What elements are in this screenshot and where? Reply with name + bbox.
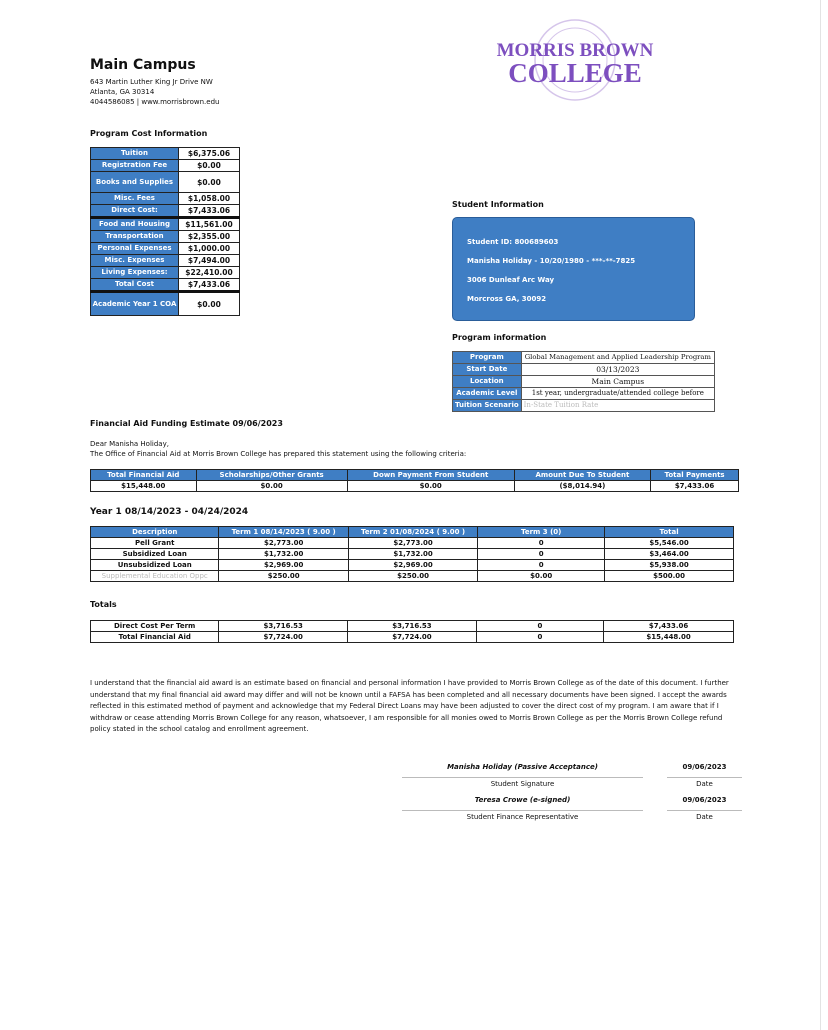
rep-date-caption: Date: [696, 813, 713, 821]
intro-text: The Office of Financial Aid at Morris Brown College has prepared this statement using the following criteria:: [90, 450, 467, 458]
table-cell: Total Cost: [91, 279, 179, 292]
table-cell: $0.00: [347, 481, 514, 492]
table-cell: 1st year, undergraduate/attended college before: [521, 388, 714, 400]
student-signature-caption: Student Signature: [490, 780, 555, 788]
cost-row: [91, 231, 240, 243]
table-cell: $3,716.53: [348, 621, 477, 632]
totals-title: Totals: [90, 600, 117, 609]
table-cell: $0.00: [179, 160, 240, 172]
table-cell: Academic Year 1 COA: [91, 292, 179, 316]
address-line-1: 643 Martin Luther King Jr Drive NW: [90, 78, 213, 86]
table-cell: $3,716.53: [219, 621, 348, 632]
table-cell: $6,375.06: [179, 148, 240, 160]
table-cell: Pell Grant: [91, 538, 219, 549]
signature-line: [402, 777, 643, 778]
rep-signature-name: Teresa Crowe (e-signed): [474, 796, 571, 804]
table-cell: Tuition: [91, 148, 179, 160]
table-cell: Direct Cost:: [91, 205, 179, 218]
table-cell: $1,732.00: [219, 549, 348, 560]
table-cell: Unsubsidized Loan: [91, 560, 219, 571]
table-cell: $7,494.00: [179, 255, 240, 267]
estimate-title: Financial Aid Funding Estimate 09/06/2023: [90, 419, 283, 428]
table-cell: $1,058.00: [179, 193, 240, 205]
table-cell: Personal Expenses: [91, 243, 179, 255]
table-cell: $3,464.00: [605, 549, 734, 560]
table-row: [91, 632, 734, 643]
table-cell: 03/13/2023: [521, 364, 714, 376]
table-cell: $7,433.06: [651, 481, 739, 492]
table-cell: $0.00: [196, 481, 347, 492]
table-cell: Total: [605, 527, 734, 538]
table-row: [91, 549, 734, 560]
cost-row: [91, 218, 240, 231]
table-cell: Total Financial Aid: [91, 632, 219, 643]
student-date-caption: Date: [696, 780, 713, 788]
college-logo: [492, 18, 658, 102]
cost-row: [91, 205, 240, 218]
student-street: 3006 Dunleaf Arc Way: [467, 276, 555, 284]
table-cell: Academic Level: [453, 388, 522, 400]
table-cell: Term 1 08/14/2023 ( 9.00 ): [219, 527, 348, 538]
table-row: [91, 560, 734, 571]
totals-table: [90, 620, 734, 643]
program-row: [453, 388, 715, 400]
cost-row: [91, 292, 240, 316]
table-cell: Start Date: [453, 364, 522, 376]
table-cell: Term 3 (0): [478, 527, 605, 538]
table-cell: $5,546.00: [605, 538, 734, 549]
table-cell: 0: [478, 549, 605, 560]
table-cell: Transportation: [91, 231, 179, 243]
table-cell: $7,433.06: [604, 621, 734, 632]
table-cell: Tuition Scenario: [453, 400, 522, 412]
table-cell: Description: [91, 527, 219, 538]
student-city: Morcross GA, 30092: [467, 295, 547, 303]
table-cell: Location: [453, 376, 522, 388]
table-cell: $2,969.00: [348, 560, 477, 571]
table-row: [91, 481, 739, 492]
contact-line: 4044586085 | www.morrisbrown.edu: [90, 98, 220, 106]
table-cell: Registration Fee: [91, 160, 179, 172]
table-cell: Misc. Fees: [91, 193, 179, 205]
student-info-box: [452, 217, 695, 321]
table-header-row: [91, 527, 734, 538]
aid-summary-table: [90, 469, 739, 492]
table-cell: Program: [453, 352, 522, 364]
table-cell: Total Payments: [651, 470, 739, 481]
tuition-scenario-field[interactable]: In-State Tuition Rate: [521, 400, 714, 412]
program-cost-title: Program Cost Information: [90, 129, 208, 138]
cost-row: [91, 160, 240, 172]
table-cell: Supplemental Education Oppc: [91, 571, 219, 582]
program-info-table: [452, 351, 715, 412]
logo-text-line1: MORRIS BROWN: [496, 40, 654, 61]
table-cell: Living Expenses:: [91, 267, 179, 279]
cost-row: [91, 267, 240, 279]
rep-signature-date: 09/06/2023: [682, 796, 727, 804]
table-cell: $2,355.00: [179, 231, 240, 243]
student-signature-date: 09/06/2023: [682, 763, 727, 771]
logo-text-line2: COLLEGE: [508, 58, 642, 88]
rep-signature-caption: Student Finance Representative: [466, 813, 579, 821]
table-cell: $15,448.00: [91, 481, 197, 492]
program-row: [453, 352, 715, 364]
table-cell: $2,969.00: [219, 560, 348, 571]
program-row: [453, 376, 715, 388]
table-cell: Subsidized Loan: [91, 549, 219, 560]
table-cell: $250.00: [219, 571, 348, 582]
cost-row: [91, 193, 240, 205]
table-cell: $7,724.00: [219, 632, 348, 643]
table-cell: $0.00: [179, 292, 240, 316]
table-cell: $5,938.00: [605, 560, 734, 571]
cost-row: [91, 255, 240, 267]
cost-row: [91, 279, 240, 292]
greeting: Dear Manisha Holiday,: [90, 440, 169, 448]
table-cell: $7,724.00: [348, 632, 477, 643]
table-row: [91, 571, 734, 582]
program-info-title: Program information: [452, 333, 547, 342]
table-cell: $2,773.00: [219, 538, 348, 549]
table-cell: $11,561.00: [179, 218, 240, 231]
year1-title: Year 1 08/14/2023 - 04/24/2024: [90, 507, 249, 517]
signature-line: [402, 810, 643, 811]
student-signature-name: Manisha Holiday (Passive Acceptance): [447, 763, 598, 771]
cost-row: [91, 172, 240, 193]
table-cell: $250.00: [348, 571, 477, 582]
table-cell: 0: [478, 538, 605, 549]
table-cell: Global Management and Applied Leadership Program: [521, 352, 714, 364]
table-cell: 0: [476, 632, 603, 643]
cost-row: [91, 148, 240, 160]
table-row: [91, 538, 734, 549]
student-name-line: Manisha Holiday - 10/20/1980 - ***-**-7825: [467, 257, 636, 265]
table-cell: Total Financial Aid: [91, 470, 197, 481]
table-cell: Term 2 01/08/2024 ( 9.00 ): [348, 527, 477, 538]
program-cost-table: [90, 147, 240, 316]
table-cell: Food and Housing: [91, 218, 179, 231]
student-info-title: Student Information: [452, 200, 544, 209]
table-cell: 0: [478, 560, 605, 571]
table-cell: Down Payment From Student: [347, 470, 514, 481]
table-row: [91, 621, 734, 632]
table-cell: $7,433.06: [179, 279, 240, 292]
table-cell: $22,410.00: [179, 267, 240, 279]
table-cell: Amount Due To Student: [514, 470, 650, 481]
table-cell: ($8,014.94): [514, 481, 650, 492]
table-cell: Direct Cost Per Term: [91, 621, 219, 632]
table-cell: Books and Supplies: [91, 172, 179, 193]
table-cell: $0.00: [478, 571, 605, 582]
year1-table: [90, 526, 734, 582]
table-cell: $1,000.00: [179, 243, 240, 255]
campus-address: [90, 77, 219, 107]
estimate-letter: [90, 439, 466, 459]
table-header-row: [91, 470, 739, 481]
program-row: [453, 364, 715, 376]
student-id: Student ID: 800689603: [467, 238, 559, 246]
date-line: [667, 777, 742, 778]
table-cell: $15,448.00: [604, 632, 734, 643]
table-cell: $0.00: [179, 172, 240, 193]
table-cell: $2,773.00: [348, 538, 477, 549]
table-cell: Main Campus: [521, 376, 714, 388]
address-line-2: Atlanta, GA 30314: [90, 88, 155, 96]
table-cell: 0: [476, 621, 603, 632]
cost-row: [91, 243, 240, 255]
table-cell: $500.00: [605, 571, 734, 582]
disclaimer-text: I understand that the financial aid award is an estimate based on financial and personal information I have provided to Morris Brown College as of the date of this document. I further understand that my final financial aid award may differ and will not be known until a FAFSA has been completed and all necessary documents have been signed. I accept the awards reflected in this estimated method of payment and acknowledge that my Federal Direct Loans may have been adjusted to cover the direct cost of my program. I am aware that if I withdraw or cease attending Morris Brown College for any reason, whatsoever, I am responsible for all monies owed to Morris Brown College as per the Morris Brown College refund policy stated in the school catalog and enrollment agreement.: [90, 679, 729, 733]
program-row: [453, 400, 715, 412]
table-cell: $1,732.00: [348, 549, 477, 560]
date-line: [667, 810, 742, 811]
table-cell: $7,433.06: [179, 205, 240, 218]
table-cell: Scholarships/Other Grants: [196, 470, 347, 481]
campus-name: Main Campus: [90, 57, 196, 73]
table-cell: Misc. Expenses: [91, 255, 179, 267]
